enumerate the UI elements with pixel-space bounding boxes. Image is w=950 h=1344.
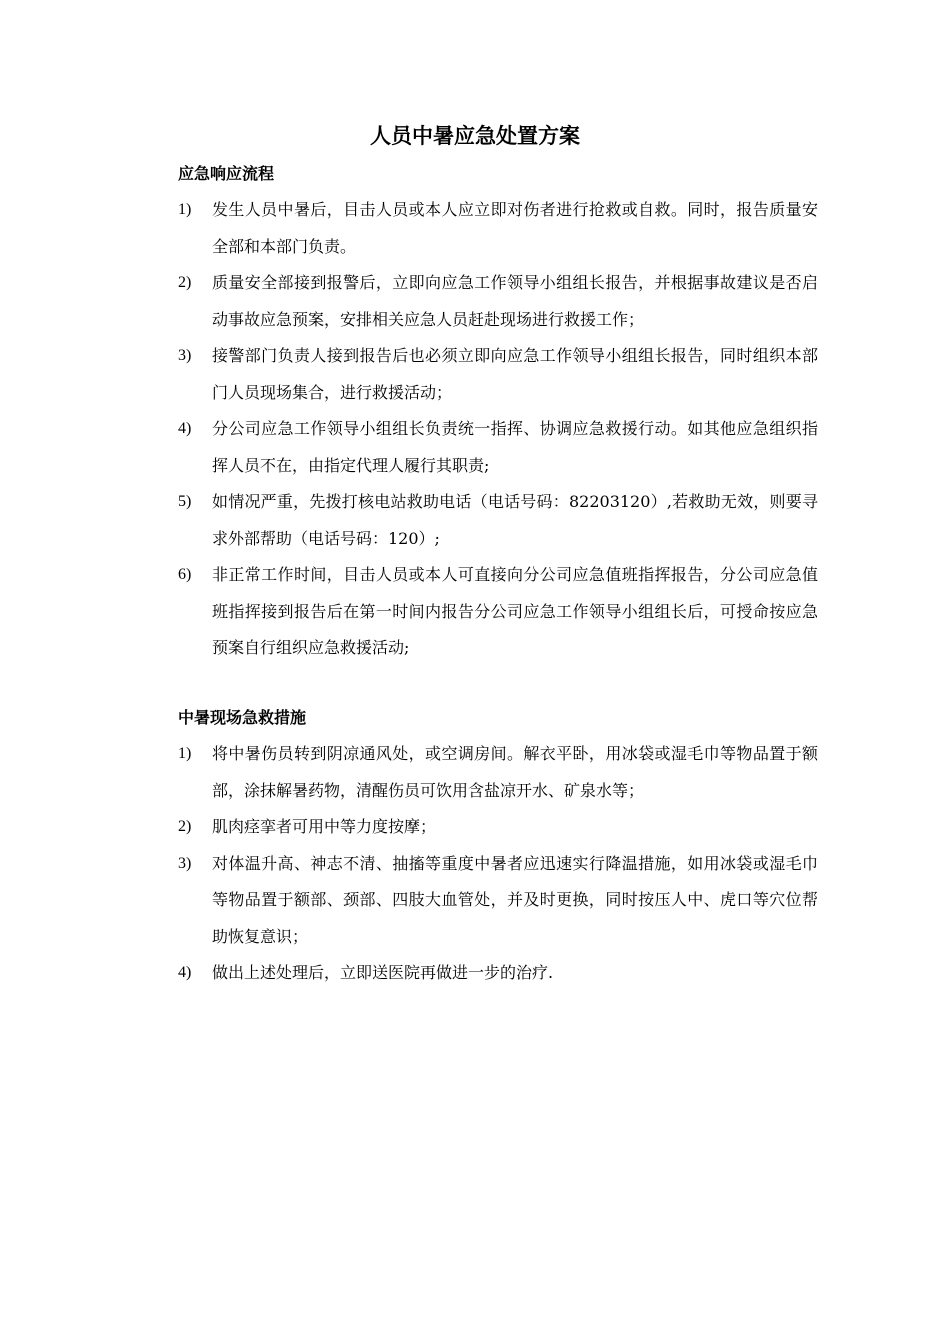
- list-item-number: 4): [178, 964, 192, 981]
- list-item-text: 发生人员中暑后，目击人员或本人应立即对伤者进行抢救或自救。同时，报告质量安全部和本部门负责。: [212, 200, 818, 256]
- list-item-number: 2): [178, 274, 192, 291]
- list-item-number: 3): [178, 854, 192, 872]
- list-item-text: 做出上述处理后，立即送医院再做进一步的治疗.: [212, 963, 554, 982]
- list-item-number: 3): [178, 347, 192, 364]
- list-item-text: 将中暑伤员转到阴凉通风处，或空调房间。解衣平卧，用冰袋或湿毛巾等物品置于额部，涂抹解暑药物，清醒伤员可饮用含盐凉开水、矿泉水等；: [212, 744, 818, 800]
- list-item: [178, 484, 818, 557]
- list-item: [178, 809, 818, 846]
- list-item-text: 肌肉痉挛者可用中等力度按摩；: [212, 817, 437, 836]
- section-heading: 中暑现场急救措施: [178, 708, 307, 727]
- list-item-number: 6): [178, 566, 192, 583]
- list-item: [178, 955, 818, 992]
- list-item-number: 1): [178, 745, 192, 762]
- list-item-text: 接警部门负责人接到报告后也必须立即向应急工作领导小组组长报告，同时组织本部门人员现场集合，进行救援活动；: [212, 346, 818, 402]
- section-heading: 应急响应流程: [178, 164, 275, 183]
- list-item: [178, 192, 818, 265]
- list-item-number: 1): [178, 201, 192, 218]
- list-item: [178, 736, 818, 809]
- list-item-text: 非正常工作时间，目击人员或本人可直接向分公司应急值班指挥报告，分公司应急值班指挥接到报告后在第一时间内报告分公司应急工作领导小组组长后，可授命按应急预案自行组织应急救援活动;: [212, 565, 818, 657]
- list-item-number: 4): [178, 420, 192, 437]
- list-item: [178, 338, 818, 411]
- section-first-aid-measures: [178, 706, 818, 992]
- list-item: [178, 411, 818, 484]
- numbered-list: [178, 736, 818, 992]
- list-item: [178, 265, 818, 338]
- numbered-list: [178, 192, 818, 667]
- list-item-text: 如情况严重，先拨打核电站救助电话（电话号码：82203120）,若救助无效，则要寻求外部帮助（电话号码：120）;: [212, 492, 818, 548]
- list-item-text: 分公司应急工作领导小组组长负责统一指挥、协调应急救援行动。如其他应急组织指挥人员不在，由指定代理人履行其职责;: [212, 419, 818, 475]
- list-item-text: 对体温升高、神志不清、抽搐等重度中暑者应迅速实行降温措施，如用冰袋或湿毛巾等物品置于额部、颈部、四肢大血管处，并及时更换，同时按压人中、虎口等穴位帮助恢复意识；: [212, 853, 818, 946]
- list-item-number: 5): [178, 493, 192, 510]
- section-emergency-response: [178, 162, 818, 667]
- list-item: [178, 846, 818, 956]
- list-item-text: 质量安全部接到报警后，立即向应急工作领导小组组长报告，并根据事故建议是否启动事故应急预案，安排相关应急人员赶赴现场进行救援工作；: [212, 273, 818, 329]
- list-item: [178, 557, 818, 667]
- list-item-number: 2): [178, 818, 192, 835]
- document-title: 人员中暑应急处置方案: [370, 124, 580, 148]
